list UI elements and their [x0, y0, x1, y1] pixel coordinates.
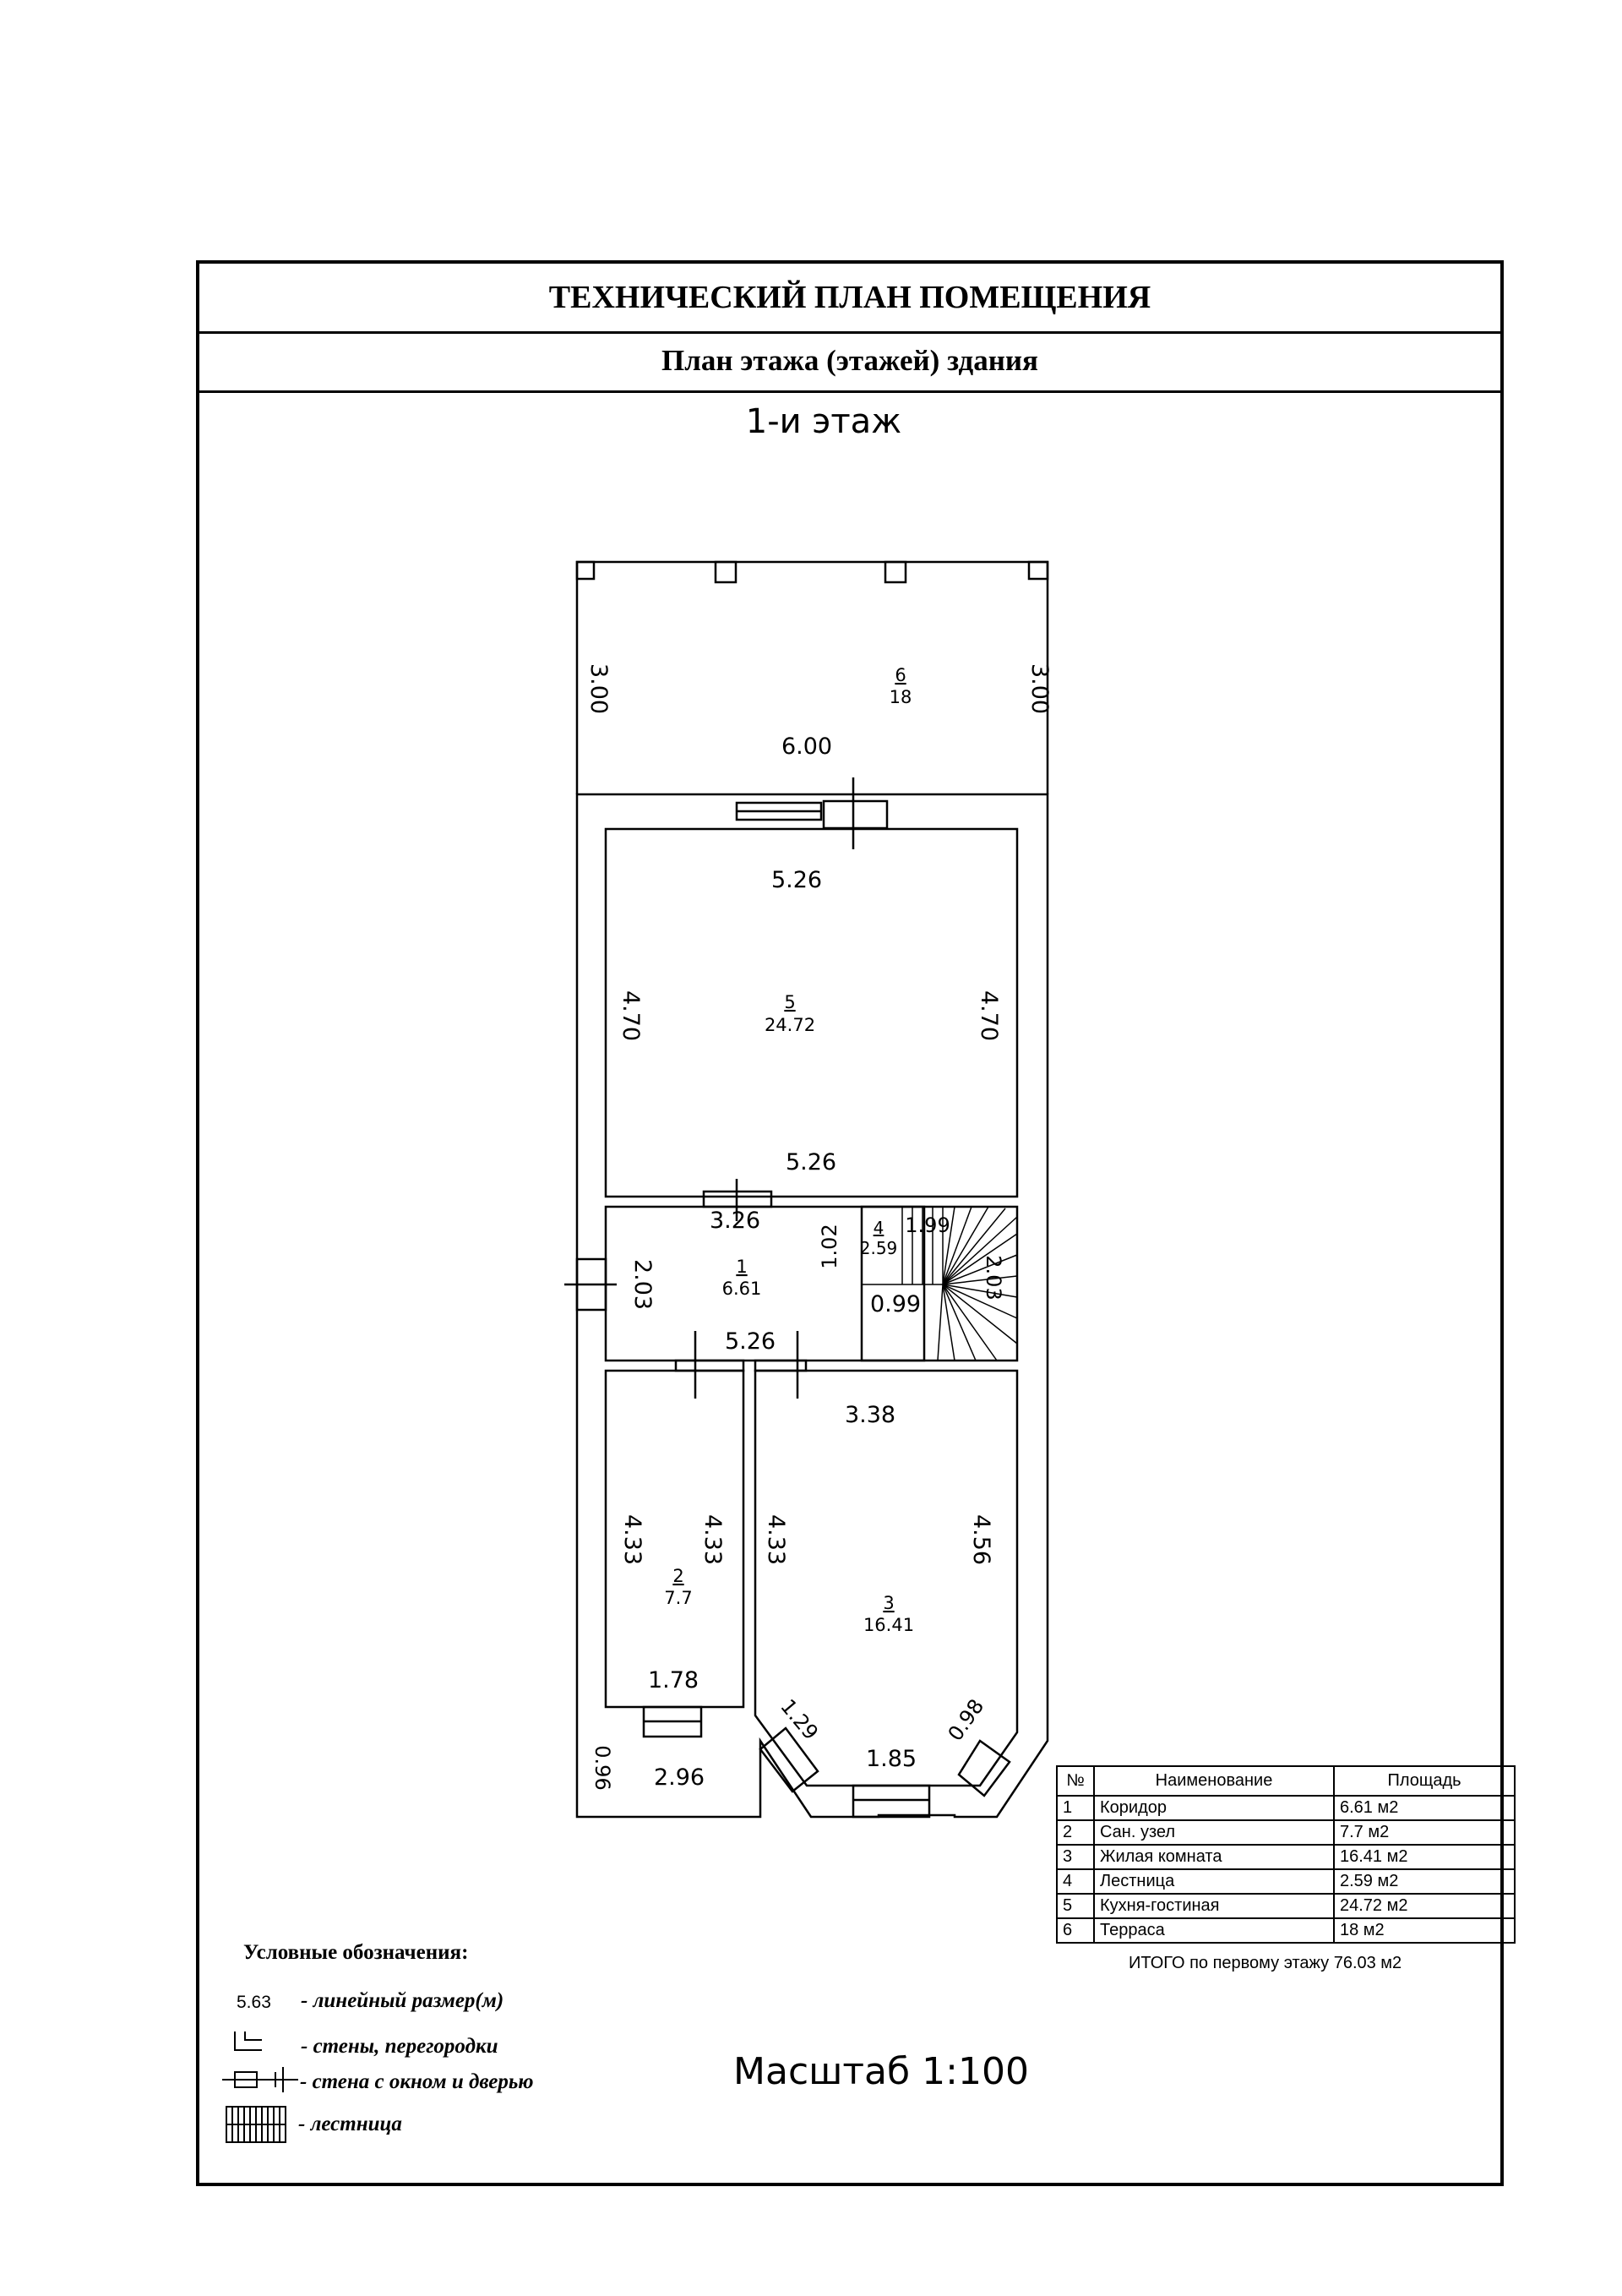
table-row: [1057, 1894, 1515, 1918]
legend-item-stairs: - лестница: [298, 2113, 402, 2135]
window-icon: [853, 1786, 929, 1817]
stairs-icon: [226, 2107, 286, 2142]
terrace-post: [577, 562, 594, 579]
table-cell: 5: [1057, 1894, 1094, 1918]
dim-label: 4.70: [618, 990, 644, 1042]
room-area: 18: [889, 687, 912, 707]
table-cell: 2: [1057, 1820, 1094, 1845]
terrace-post: [1029, 562, 1048, 579]
room-area: 24.72: [764, 1015, 816, 1035]
room-number: 3: [883, 1593, 895, 1613]
table-cell: Коридор: [1094, 1796, 1334, 1820]
legend-sample-dimension: 5.63: [237, 1993, 271, 2012]
room-number: 4: [873, 1218, 884, 1238]
legend-item-dimension: - линейный размер(м): [301, 1989, 504, 2012]
window-icon: [959, 1741, 1010, 1796]
door-icon: [676, 1361, 743, 1371]
room-number: 2: [672, 1566, 684, 1586]
table-cell: 1: [1057, 1796, 1094, 1820]
dim-label: 1.02: [818, 1224, 841, 1269]
dimension-labels: [585, 663, 1053, 1791]
table-row: [1057, 1869, 1515, 1894]
dim-label: 5.26: [724, 1328, 776, 1355]
dim-label: 2.96: [653, 1764, 705, 1791]
table-cell: Жилая комната: [1094, 1845, 1334, 1869]
dim-label: 3.00: [585, 663, 612, 715]
dim-label: 0.98: [943, 1694, 989, 1746]
legend-title: Условные обозначения:: [243, 1941, 469, 1964]
table-cell: 6.61 м2: [1334, 1796, 1515, 1820]
floor-label: 1-и этаж: [745, 402, 902, 441]
dim-label: 5.26: [770, 867, 823, 893]
table-cell: Лестница: [1094, 1869, 1334, 1894]
dim-label: 2.03: [982, 1255, 1005, 1301]
room-number: 5: [784, 992, 796, 1012]
terrace-post: [716, 562, 736, 582]
table-cell: 4: [1057, 1869, 1094, 1894]
dim-label: 4.56: [968, 1513, 994, 1566]
room-number: 6: [895, 665, 906, 685]
table-row: [1057, 1796, 1515, 1820]
dim-label: 1.99: [905, 1213, 950, 1237]
table-cell: Кухня-гостиная: [1094, 1894, 1334, 1918]
dim-label: 4.33: [763, 1513, 789, 1566]
table-row: [1057, 1820, 1515, 1845]
window-door-icon: [222, 2067, 298, 2092]
legend-symbols: [222, 2031, 298, 2142]
table-row: [1057, 1918, 1515, 1943]
dim-label: 1.78: [647, 1667, 699, 1693]
table-header-area: Площадь: [1334, 1766, 1515, 1796]
terrace-post: [885, 562, 906, 582]
dim-label: 3.26: [709, 1208, 761, 1234]
dim-label: 0.96: [591, 1745, 614, 1791]
table-cell: Терраса: [1094, 1918, 1334, 1943]
dim-label: 3.00: [1026, 663, 1053, 715]
dim-label: 4.33: [699, 1513, 726, 1566]
table-cell: 7.7 м2: [1334, 1820, 1515, 1845]
wall-corner-icon: [235, 2031, 262, 2050]
document-title: ТЕХНИЧЕСКИЙ ПЛАН ПОМЕЩЕНИЯ: [199, 264, 1500, 334]
dim-label: 3.38: [844, 1402, 896, 1428]
table-cell: 6: [1057, 1918, 1094, 1943]
table-cell: 24.72 м2: [1334, 1894, 1515, 1918]
dim-label: 6.00: [781, 734, 833, 760]
room-area: 2.59: [859, 1238, 898, 1258]
dim-label: 4.70: [976, 990, 1002, 1042]
dim-label: 0.99: [869, 1291, 922, 1317]
scale-label: Масштаб 1:100: [733, 2050, 1029, 2093]
table-cell: 16.41 м2: [1334, 1845, 1515, 1869]
rooms-table: [1056, 1765, 1516, 1944]
document-subtitle: План этажа (этажей) здания: [199, 331, 1500, 393]
dim-label: 1.29: [776, 1694, 824, 1745]
table-header-row: [1057, 1766, 1515, 1796]
table-row: [1057, 1845, 1515, 1869]
table-header-num: №: [1057, 1766, 1094, 1796]
dim-label: 1.85: [865, 1746, 917, 1772]
table-header-name: Наименование: [1094, 1766, 1334, 1796]
dim-label: 4.33: [619, 1513, 645, 1566]
total-area-line: ИТОГО по первому этажу 76.03 м2: [1129, 1954, 1402, 1972]
table-cell: 2.59 м2: [1334, 1869, 1515, 1894]
room-number: 1: [736, 1257, 748, 1277]
legend-item-window-door: - стена с окном и дверью: [300, 2070, 534, 2093]
table-cell: Сан. узел: [1094, 1820, 1334, 1845]
dim-label: 5.26: [785, 1149, 837, 1175]
table-cell: 18 м2: [1334, 1918, 1515, 1943]
table-cell: 3: [1057, 1845, 1094, 1869]
dim-label: 2.03: [629, 1258, 656, 1311]
room-area: 16.41: [863, 1615, 915, 1635]
room-area: 7.7: [664, 1588, 693, 1608]
legend-item-walls: - стены, перегородки: [301, 2035, 498, 2058]
room-area: 6.61: [721, 1279, 762, 1299]
door-icon: [824, 801, 887, 828]
